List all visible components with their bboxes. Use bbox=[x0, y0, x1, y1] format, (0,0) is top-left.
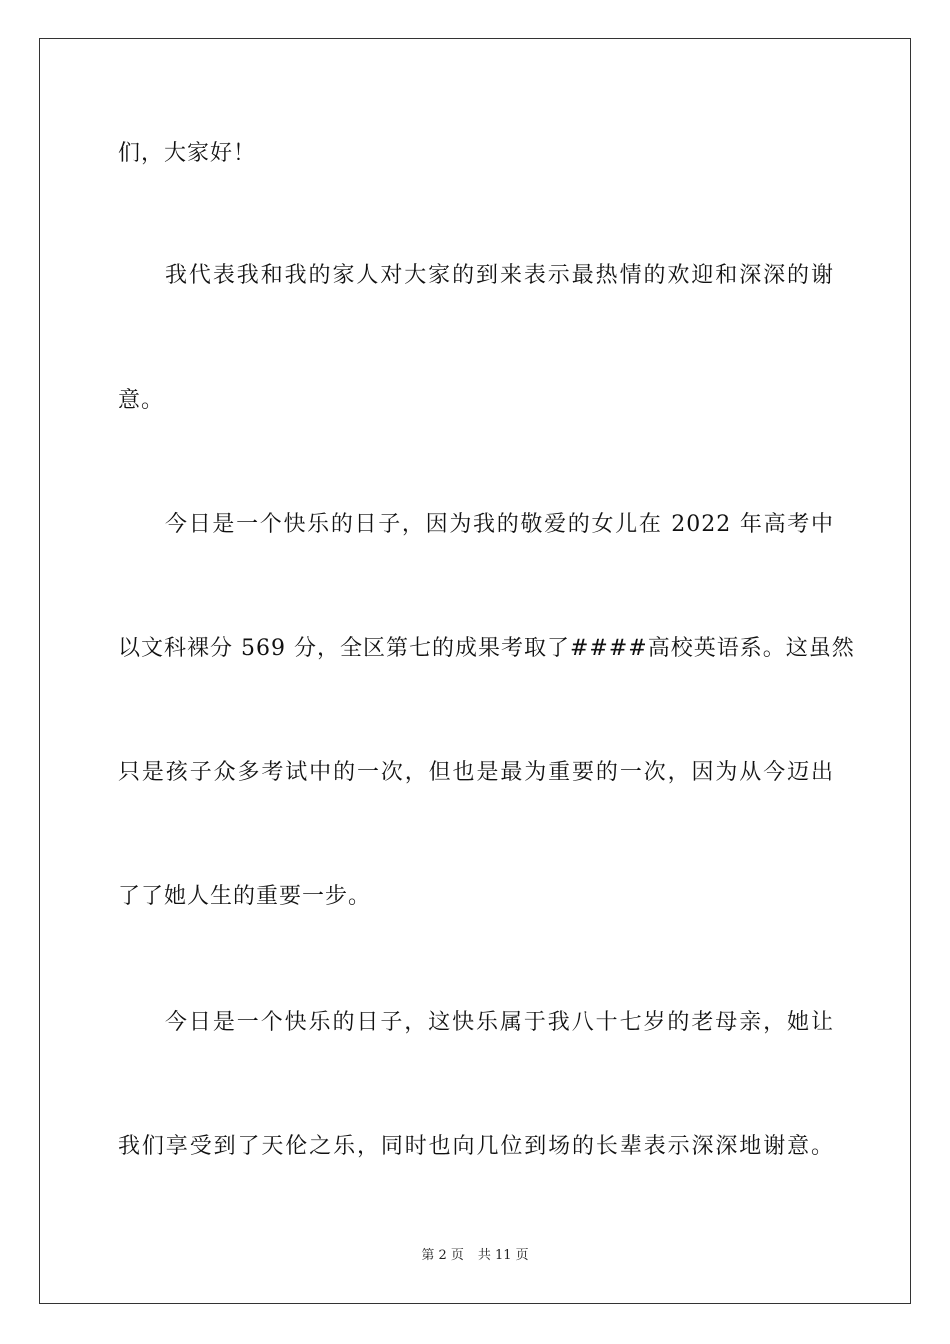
page-footer bbox=[0, 1247, 950, 1265]
text-line-6: 只是孩子众多考试中的一次，但也是最为重要的一次，因为从今迈出 bbox=[118, 760, 834, 785]
text-line-1: 们，大家好！ bbox=[118, 141, 257, 166]
page-number: 第 2 页 bbox=[421, 1248, 464, 1263]
page-total: 共 11 页 bbox=[477, 1248, 529, 1263]
text-line-8: 今日是一个快乐的日子，这快乐属于我八十七岁的老母亲，她让 bbox=[165, 1010, 834, 1035]
text-line-3: 意。 bbox=[118, 388, 165, 413]
text-line-4: 今日是一个快乐的日子，因为我的敬爱的女儿在 2022 年高考中 bbox=[165, 512, 834, 537]
text-line-7: 了了她人生的重要一步。 bbox=[118, 884, 372, 909]
text-line-2: 我代表我和我的家人对大家的到来表示最热情的欢迎和深深的谢 bbox=[165, 263, 834, 288]
page-frame bbox=[39, 38, 911, 1304]
text-line-9: 我们享受到了天伦之乐，同时也向几位到场的长辈表示深深地谢意。 bbox=[118, 1134, 834, 1159]
text-line-5: 以文科裸分 569 分，全区第七的成果考取了####高校英语系。这虽然 bbox=[118, 636, 855, 661]
